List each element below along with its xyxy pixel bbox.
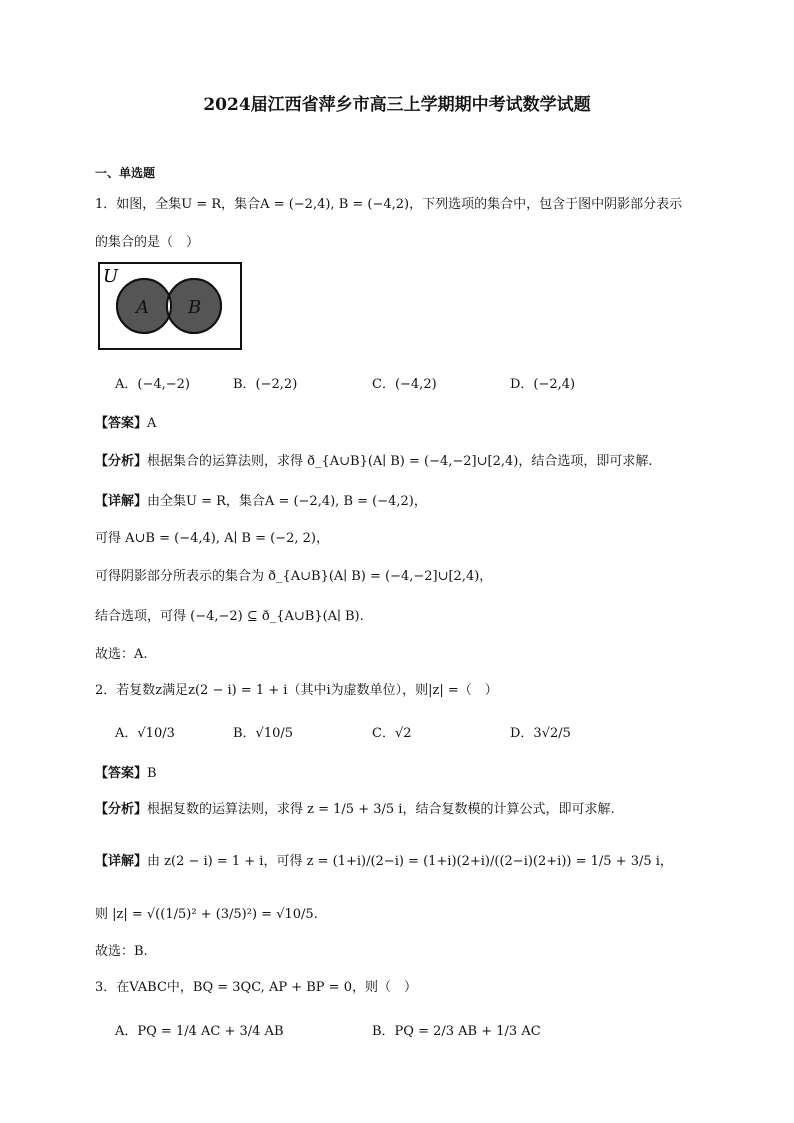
q2-option-b: B．√10/5 xyxy=(233,726,294,741)
q2-option-d: D．3√2/5 xyxy=(510,726,571,741)
answer-value: A xyxy=(147,416,157,431)
detail-text: 由 z(2 − i) = 1 + i，可得 z = (1+i)/(2−i) = (1+i)(2+i)/((2−i)(2+i)) = 1/5 + 3/5 i， xyxy=(147,854,673,869)
venn-label-a: A xyxy=(136,297,149,318)
q1-detail-4: 结合选项，可得 (−4,−2) ⊆ ð_{A∪B}(A∣ B). xyxy=(95,609,364,624)
q1-analysis xyxy=(95,450,652,469)
analysis-text: 根据复数的运算法则，求得 z = 1/5 + 3/5 i，结合复数模的计算公式，即可求解. xyxy=(147,802,615,817)
q2-choose: 故选：B. xyxy=(95,944,148,959)
q1-option-b: B．(−2,2) xyxy=(233,377,298,392)
q2-option-c: C．√2 xyxy=(372,726,412,741)
analysis-tag: 【分析】 xyxy=(95,454,148,469)
q3-option-b: B．PQ = 2/3 AB + 1/3 AC xyxy=(372,1024,541,1039)
venn-diagram xyxy=(98,262,242,350)
q2-answer xyxy=(95,762,157,781)
q1-option-c: C．(−4,2) xyxy=(372,377,437,392)
page-title: 2024届江西省萍乡市高三上学期期中考试数学试题 xyxy=(203,95,591,115)
detail-tag: 【详解】 xyxy=(95,494,148,509)
answer-tag: 【答案】 xyxy=(95,416,148,431)
q1-detail-1 xyxy=(95,490,427,509)
analysis-text: 根据集合的运算法则，求得 ð_{A∪B}(A∣ B) = (−4,−2]∪[2,4)，结合选项，即可求解. xyxy=(147,454,653,469)
section-heading: 一、单选题 xyxy=(95,166,156,180)
answer-tag: 【答案】 xyxy=(95,766,148,781)
q1-option-d: D．(−2,4) xyxy=(510,377,576,392)
detail-tag: 【详解】 xyxy=(95,854,148,869)
q2-analysis xyxy=(95,798,615,817)
q1-answer xyxy=(95,412,156,431)
q1-stem-line1: 1．如图，全集U = R，集合A = (−2,4), B = (−4,2)，下列选项的集合中，包含于图中阴影部分表示 xyxy=(95,197,683,212)
q2-detail-2: 则 |z| = √((1/5)² + (3/5)²) = √10/5. xyxy=(95,907,318,922)
venn-label-b: B xyxy=(188,297,202,318)
venn-label-u: U xyxy=(103,266,119,287)
q1-stem-line2: 的集合的是（ ） xyxy=(95,235,200,250)
q3-option-a: A．PQ = 1/4 AC + 3/4 AB xyxy=(115,1024,284,1039)
analysis-tag: 【分析】 xyxy=(95,802,148,817)
q1-option-a: A．(−4,−2) xyxy=(115,377,190,392)
q1-detail-2: 可得 A∪B = (−4,4), A∣ B = (−2, 2)， xyxy=(95,531,329,546)
detail-text: 由全集U = R，集合A = (−2,4), B = (−4,2)， xyxy=(147,494,427,509)
q2-option-a: A．√10/3 xyxy=(115,726,175,741)
q2-detail-1 xyxy=(95,850,673,869)
q1-choose: 故选：A. xyxy=(95,647,148,662)
q3-stem: 3．在VABC中，BQ = 3QC, AP + BP = 0，则（ ） xyxy=(95,980,417,995)
q2-stem: 2．若复数z满足z(2 − i) = 1 + i（其中i为虚数单位），则|z| =（ ） xyxy=(95,683,498,698)
answer-value: B xyxy=(147,766,157,781)
q1-detail-3: 可得阴影部分所表示的集合为 ð_{A∪B}(A∣ B) = (−4,−2]∪[2,4)， xyxy=(95,569,493,584)
